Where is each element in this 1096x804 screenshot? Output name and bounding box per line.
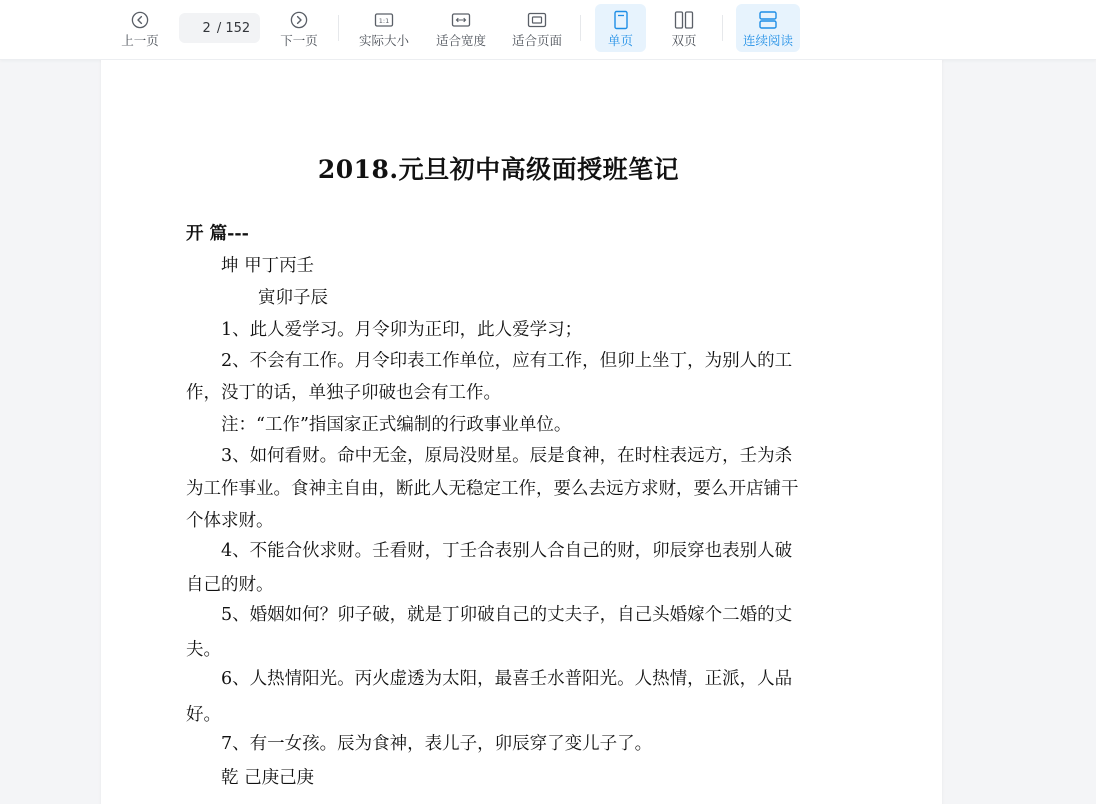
text-line: 作，没丁的话，单独子卯破也会有工作。 — [186, 383, 501, 403]
actual-size-button[interactable] — [353, 4, 415, 52]
text-line: 夫。 — [186, 640, 221, 660]
chevron-right-circle-icon — [290, 7, 308, 33]
page-number-box — [179, 13, 260, 43]
single-page-button[interactable] — [595, 4, 646, 52]
continuous-reading-label: 连续阅读 — [742, 33, 793, 48]
viewer-toolbar — [0, 0, 1096, 60]
note-line: 注：“工作”指国家正式编制的行政事业单位。 — [221, 415, 572, 435]
document-title: 2018.元旦初中高级面授班笔记 — [317, 155, 680, 184]
continuous-scroll-icon — [758, 7, 778, 33]
document-page — [101, 60, 942, 804]
fit-page-icon — [527, 7, 547, 33]
page-number-input[interactable] — [189, 21, 211, 36]
double-page-button[interactable] — [660, 4, 708, 52]
text-line: 5、婚姻如何？卯子破，就是丁卯破自己的丈夫子，自己头婚嫁个二婚的丈 — [221, 605, 793, 625]
fit-page-label: 适合页面 — [511, 33, 562, 48]
fit-width-icon — [451, 7, 471, 33]
double-page-label: 双页 — [671, 33, 697, 48]
text-line: 自己的财。 — [186, 575, 274, 595]
continuous-reading-button[interactable] — [736, 4, 800, 52]
text-line: 4、不能合伙求财。壬看财，丁壬合表别人合自己的财，卯辰穿也表别人破 — [221, 541, 793, 561]
single-page-icon — [613, 7, 629, 33]
next-page-label: 下一页 — [280, 33, 318, 48]
text-line: 2、不会有工作。月令印表工作单位，应有工作，但卯上坐丁，为别人的工 — [221, 351, 793, 371]
text-line: 1、此人爱学习。月令卯为正印，此人爱学习； — [221, 320, 583, 340]
next-page-button[interactable] — [276, 4, 322, 52]
chevron-left-circle-icon — [131, 7, 149, 33]
text-line: 个体求财。 — [186, 511, 274, 531]
toolbar-divider — [338, 15, 339, 41]
chart-line: 坤 甲丁丙壬 — [221, 256, 315, 276]
fit-width-button[interactable] — [430, 4, 492, 52]
fit-page-button[interactable] — [506, 4, 568, 52]
total-pages: / 152 — [216, 20, 251, 36]
double-page-icon — [674, 7, 694, 33]
single-page-label: 单页 — [607, 33, 633, 48]
section-heading: 开 篇--- — [186, 224, 249, 244]
toolbar-divider — [722, 15, 723, 41]
chart-line: 寅卯子辰 — [258, 288, 328, 308]
toolbar-divider — [580, 15, 581, 41]
text-line: 好。 — [186, 705, 221, 725]
prev-page-label: 上一页 — [121, 33, 159, 48]
text-line: 为工作事业。食神主自由，断此人无稳定工作，要么去远方求财，要么开店铺干 — [186, 479, 799, 499]
text-line: 3、如何看财。命中无金，原局没财星。辰是食神，在时柱表远方，壬为杀 — [221, 446, 793, 466]
actual-size-icon — [374, 7, 394, 33]
text-line: 6、人热情阳光。丙火虚透为太阳，最喜壬水普阳光。人热情，正派，人品 — [221, 669, 793, 689]
document-viewport[interactable] — [0, 60, 1096, 804]
fit-width-label: 适合宽度 — [435, 33, 486, 48]
svg-text:1:1: 1:1 — [378, 17, 390, 25]
actual-size-label: 实际大小 — [358, 33, 409, 48]
chart-line: 乾 己庚己庚 — [221, 768, 315, 788]
text-line: 7、有一女孩。辰为食神，表儿子，卯辰穿了变儿子了。 — [221, 734, 653, 754]
prev-page-button[interactable] — [117, 4, 163, 52]
